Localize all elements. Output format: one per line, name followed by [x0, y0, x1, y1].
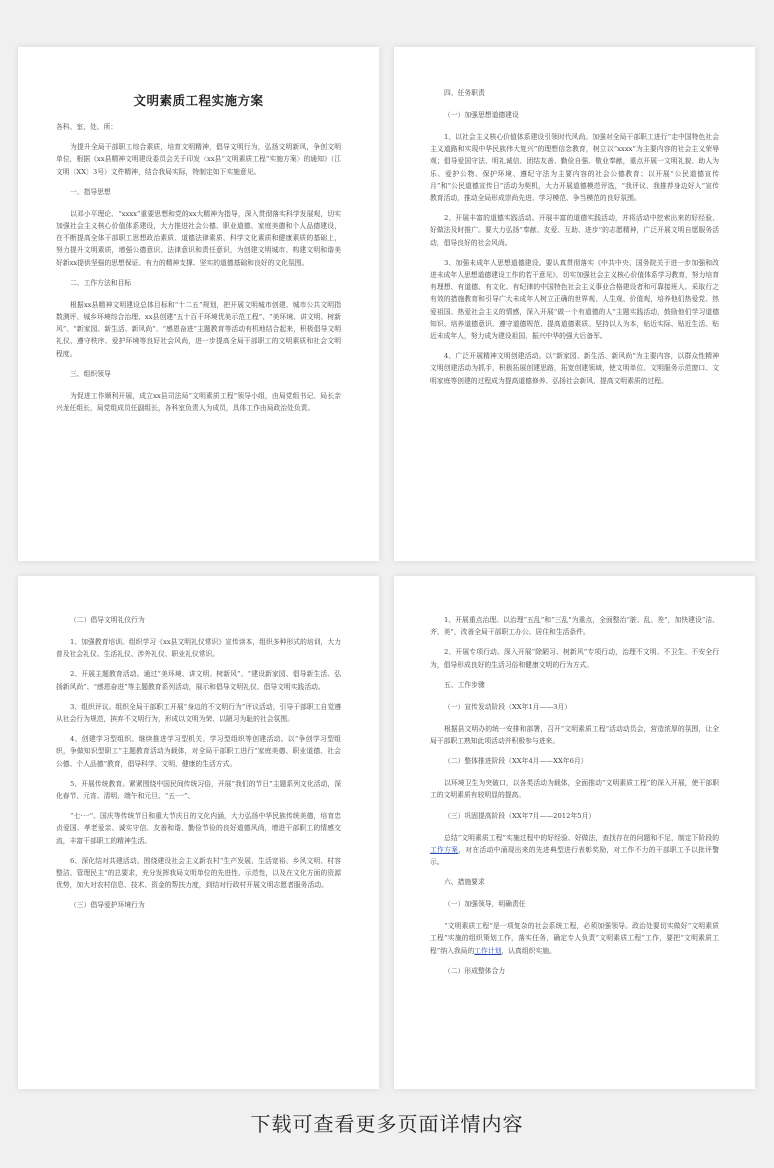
section-heading: 四、任务职责 [444, 89, 485, 97]
section-heading: 五、工作步骤 [444, 680, 485, 689]
paragraph-text: ，认真组织实施。 [501, 946, 556, 955]
paragraph: 1、加强教育培训。组织学习《xx县文明礼仪常识》宣传读本，组织多种形式的培训，大力普及社会礼仪、生活礼仪、涉外礼仪、职业礼仪常识。 [56, 638, 341, 659]
document-page-2 [394, 47, 755, 561]
paragraph: 1、以社会主义核心价值体系建设引领时代风尚。加强对全局干部职工进行“走中国特色社会主义道路和实现中华民族伟大复兴”的理想信念教育，树立以“xxxx”为主要内容的社会主义荣辱观；倡导爱国守法、明礼诚信、团结友善、勤俭自强、敬业奉献，重点开展一文明礼貌、助人为乐、爱护公物、保护环境、遵纪守法为主要内容的社会公德教育；以开展“公民道德宣传月”和“公民道德宣传日”活动为契机，大力开展道德模范评选，“我评议、我推荐身边好人”宣传教育活动，推动全局形成崇尚先进、学习模范、争当模范的良好氛围。 [430, 133, 719, 203]
paragraph: 2、开展主题教育活动。通过“美环境、讲文明、树新风”、“建设新家园、倡导新生活、弘扬新风尚”、“感恩奋进”等主题教育系列活动，展示和倡导文明礼仪、倡导文明实践活动。 [56, 670, 341, 691]
paragraph: 6、深化结对共建活动。围绕建设社会主义新农村“生产发展、生活宽裕、乡风文明、村容整洁、管理民主”的总要求，充分发挥我局文明单位的先进性、示范性，以及在文化方面的资源优势，加大对农村信息、技术、资金的帮扶力度，到结对行政村开展文明志愿者服务活动。 [56, 856, 341, 890]
paragraph: 3、组织评议。组织全局干部职工开展“身边的不文明行为”评议活动，引导干部职工自觉遵从社会行为规范，摈弃不文明行为，形成以文明为荣、以陋习为耻的社会氛围。 [56, 702, 341, 724]
document-page-3 [18, 576, 379, 1089]
subsection-heading: （二）倡导文明礼仪行为 [70, 616, 145, 624]
section-heading: 六、措施要求 [444, 878, 485, 887]
document-page-1 [18, 47, 379, 561]
paragraph: 2、开展专项行动。深入开展“除陋习、树新风”专项行动，治理不文明、不卫生、不安全行为，倡导形成良好的生活习俗和健康文明的行为方式。 [430, 648, 719, 669]
subsection-heading: （二）形成整体合力 [444, 966, 506, 975]
paragraph: 1、开展重点治理。以治理“五乱”和“三乱”为重点，全面整治“脏、乱、差”，加快建设“洁、齐、美”，改善全局干部职工办公、居住和生活条件。 [430, 616, 719, 637]
document-page-4 [394, 576, 755, 1089]
paragraph: 根据县文明办的统一安排和部署，召开“文明素质工程“活动动员会，营造浓厚的氛围，让全局干部职工熟知此项活动并积极参与进来。 [430, 724, 719, 746]
section-heading: 二、工作方法和目标 [70, 278, 132, 287]
section-heading: 一、指导思想 [70, 187, 111, 196]
document-title: 文明素质工程实施方案 [133, 93, 264, 108]
paragraph: 以邓小平理论、“xxxx”重要思想和党的xx大精神为指导，深入贯彻落实科学发展观，切实加强社会主义核心价值体系建设，大力推进社会公德、职业道德、家庭美德和个人品德建设，在不断提高全体干部职工思想政治素质、道德法律素质、科学文化素质和健康素质的基础上，努力提升文明素质，增强公德意识、法律意识和责任意识，为创建文明城市、构建文明和谐美好新xx提供坚强的思想保证、有力的精神支撑、坚实的道德基础和良好的文化氛围。 [56, 209, 341, 267]
work-plan-link[interactable]: 工作方案 [430, 845, 459, 854]
paragraph: 为促进工作顺利开展，成立xx县司法局“文明素质工程”领导小组，由局党组书记、局长亲兴龙任组长，局党组成员任副组长，各科室负责人为成员，具体工作由局政治处负责。 [56, 391, 341, 413]
paragraph [430, 920, 719, 957]
paragraph: 4、广泛开展精神文明创建活动。以“新家园、新生活、新风尚”为主要内容，以群众性精神文明创建活动为抓手，积极拓展创建思路，拓宽创建领域，使文明单位、文明服务示范窗口、文明家庭等创建的过程成为提高道德修养、弘扬社会新风、提高文明素质的过程。 [430, 352, 719, 385]
paragraph: 2、开展丰富的道德实践活动。开展丰富的道德实践活动，并将活动中挖索出来的好经验、好做法及时推广。要大力弘扬“奉献、友爱、互助、进步”的志愿精神，广泛开展文明自愿服务活动，倡导良好的社会风尚。 [430, 214, 719, 247]
paragraph: 根据xx县精神文明建设总体目标和“十二五”规划，把开展文明城市创建、城市公共文明指数测评、城乡环境综合治理、xx县创建“五十百千环境优美示范工程”、“美环境、讲文明、树新风”、“新家园、新生活、新风尚”、“感恩奋进”主题教育等活动有机地结合起来，积极倡导文明礼仪、遵守秩序、爱护环境等良好社会风尚，进一步提高全局干部职工的文明素质和社会文明程度。 [56, 300, 341, 358]
paragraph-text: “文明素质工程”是一项复杂的社会系统工程，必须加强领导。政治处要切实做好“文明素质工程”实施的组织策划工作，落实任务，确定专人负责“文明素质工程”工作，要把“文明素质工程”纳入我局的 [430, 922, 719, 955]
subsection-heading: （三）巩固提高阶段（XX年7月——2012年5月） [444, 811, 596, 820]
paragraph: 以环境卫生为突破口，以各类活动为载体，全面推动“文明素质工程”的深入开展，使干部职工的文明素质有较明显的提高。 [430, 779, 719, 800]
paragraph [430, 832, 719, 869]
paragraph: 3、加强未成年人思想道德建设。要认真贯彻落实《中共中央、国务院关于进一步加强和改进未成年人思想道德建设工作的若干意见》，切实加强社会主义核心价值体系学习教育，努力培育有理想、有道德、有文化、有纪律的中国特色社会主义事业合格建设者和可靠接班人。采取行之有效的措施教育和引导广大未成年人树立正确的世界观、人生观、价值观，培养他们热爱党、热爱祖国、热爱社会主义的情感，深入开展“做一个有道德的人”主题实践活动，鼓励他们学习道德知识、培养道德意识、遵守道德规范、提高道德素质。坚持以人为本，贴近实际、贴近生活、贴近未成年人，努力成为建设祖国、振兴中华的强大后备军。 [430, 258, 719, 341]
download-more-prompt[interactable]: 下载可查看更多页面详情内容 [250, 1112, 524, 1136]
paragraph: 5、开展传统教育。紧紧围绕中国民间传统习俗，开展“我们的节日”主题系列文化活动，深化春节、元宵、清明、端午和元旦、“五·一”、 [56, 779, 341, 801]
paragraph: “七·一”、国庆等传统节日和重大节庆日的文化内涵，大力弘扬中华民族传统美德，培育忠贞爱国、孝老爱亲、诚实守信、友善和谐、勤俭节俭的良好道德风尚，增进干部职工的情感交流，丰富干部职工的精神生活。 [56, 812, 341, 845]
salutation: 各科、室、处、所： [56, 123, 118, 131]
subsection-heading: （一）宣传发动阶段（XX年1月——3月） [444, 702, 572, 711]
work-schedule-link[interactable]: 工作计划 [474, 946, 502, 955]
section-heading: 三、组织领导 [70, 369, 111, 378]
intro-paragraph: 为提升全局干部职工综合素质，培育文明精神，倡导文明行为，弘扬文明新风，争创文明单位，根据《xx县精神文明建设委员会关于印发〈xx县“文明素质工程”实施方案〉的通知》（江文明〔XX〕3号）文件精神，结合我局实际，特制定如下实施意见。 [56, 143, 341, 176]
paragraph-text: ，对在活动中涌现出来的先进典型进行表彰奖励，对工作不力的干部职工予以批评警示。 [430, 845, 720, 867]
subsection-heading: （二）整体推进阶段（XX年4月——XX年6月） [444, 757, 588, 766]
subsection-heading: （一）加强领导，明确责任 [444, 900, 526, 909]
paragraph: 4、创建学习型组织。继续推进学习型机关、学习型组织等创建活动。以“争创学习型组织，争做知识型职工”主题教育活动为载体，对全局干部职工进行“家庭美德、职业道德、社会公德、个人品德”教育，倡导科学、文明、健康的生活方式。 [56, 735, 341, 768]
subsection-heading: （一）加强思想道德建设 [444, 111, 519, 119]
paragraph-text: 总结“文明素质工程”实施过程中的好经验、好做法，查找存在的问题和不足，制定下阶段的 [444, 833, 719, 842]
subsection-heading: （三）倡导爱护环境行为 [70, 901, 145, 910]
